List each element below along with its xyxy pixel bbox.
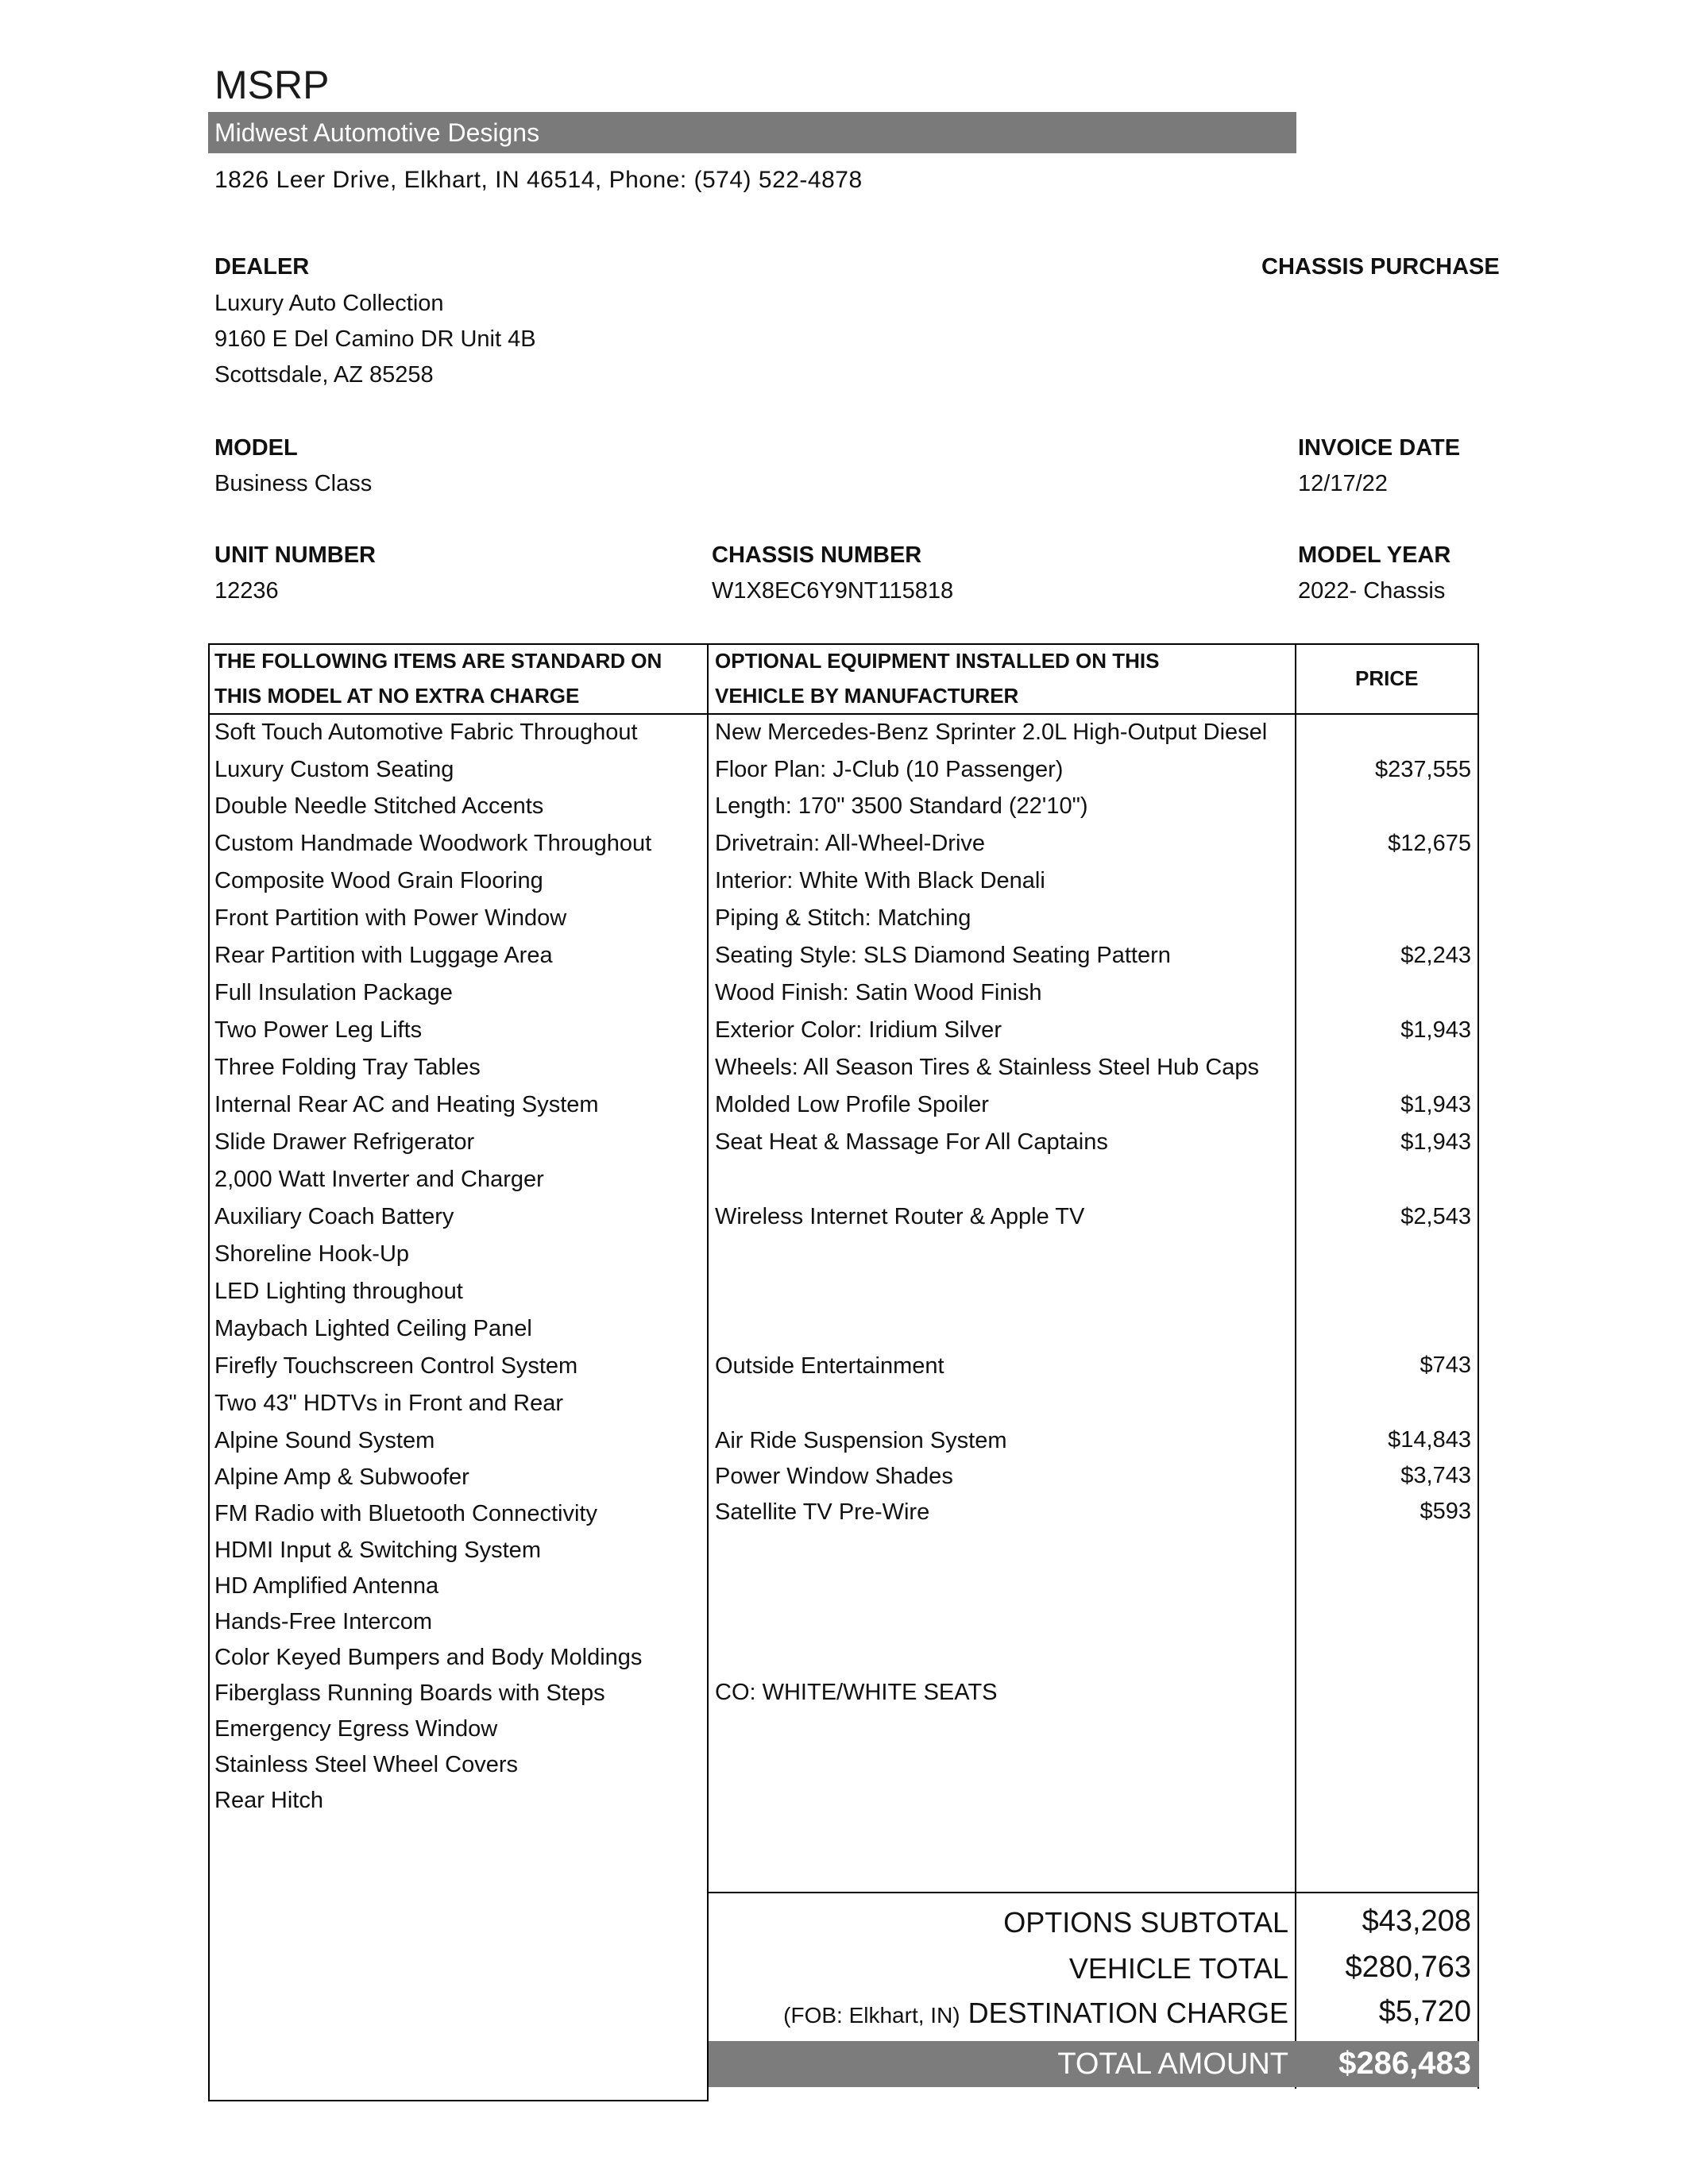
option-item: New Mercedes-Benz Sprinter 2.0L High-Output Diesel bbox=[715, 720, 1268, 745]
price-cell: $237,555 bbox=[1375, 757, 1471, 782]
options-header-line1: OPTIONAL EQUIPMENT INSTALLED ON THIS bbox=[715, 649, 1160, 673]
standard-item: Slide Drawer Refrigerator bbox=[214, 1129, 475, 1155]
total-amount-value: $286,483 bbox=[1338, 2046, 1471, 2081]
option-item: Satellite TV Pre-Wire bbox=[715, 1499, 930, 1525]
standard-item: Alpine Sound System bbox=[214, 1428, 435, 1453]
standard-item: Two 43" HDTVs in Front and Rear bbox=[214, 1391, 564, 1416]
col-divider-1 bbox=[707, 643, 709, 2101]
price-cell: $593 bbox=[1420, 1499, 1471, 1524]
total-amount-bar bbox=[709, 2041, 1479, 2087]
standard-item: Luxury Custom Seating bbox=[214, 757, 454, 782]
standard-item: LED Lighting throughout bbox=[214, 1279, 463, 1304]
totals-top-border bbox=[707, 1892, 1479, 1893]
right-border bbox=[1477, 643, 1479, 2089]
price-cell: $14,843 bbox=[1388, 1427, 1471, 1453]
standard-item: Alpine Amp & Subwoofer bbox=[214, 1464, 469, 1490]
standard-header-line2: THIS MODEL AT NO EXTRA CHARGE bbox=[214, 684, 580, 708]
standard-item: Color Keyed Bumpers and Body Moldings bbox=[214, 1645, 643, 1670]
option-item: Interior: White With Black Denali bbox=[715, 868, 1045, 893]
standard-item: Two Power Leg Lifts bbox=[214, 1017, 423, 1043]
vehicle-total-value: $280,763 bbox=[1345, 1951, 1471, 1984]
option-item: Power Window Shades bbox=[715, 1464, 953, 1489]
standard-item: 2,000 Watt Inverter and Charger bbox=[214, 1167, 544, 1192]
options-subtotal-value: $43,208 bbox=[1362, 1904, 1471, 1938]
option-item: Outside Entertainment bbox=[715, 1353, 944, 1379]
price-cell: $2,243 bbox=[1400, 943, 1471, 968]
option-item: Piping & Stitch: Matching bbox=[715, 905, 971, 931]
standard-item: Composite Wood Grain Flooring bbox=[214, 868, 543, 893]
option-item: Exterior Color: Iridium Silver bbox=[715, 1017, 1002, 1043]
standard-item: Shoreline Hook-Up bbox=[214, 1241, 410, 1267]
destination-charge-text: DESTINATION CHARGE bbox=[968, 1997, 1288, 2029]
chassis-number-label: CHASSIS NUMBER bbox=[712, 542, 922, 568]
standard-item: Double Needle Stitched Accents bbox=[214, 793, 544, 819]
options-subtotal-label: OPTIONS SUBTOTAL bbox=[1003, 1906, 1288, 1939]
standard-item: Internal Rear AC and Heating System bbox=[214, 1092, 599, 1117]
standard-item: Soft Touch Automotive Fabric Throughout bbox=[214, 720, 638, 745]
option-item: Length: 170" 3500 Standard (22'10") bbox=[715, 793, 1088, 819]
option-item: Air Ride Suspension System bbox=[715, 1428, 1007, 1453]
standard-item: Rear Hitch bbox=[214, 1788, 323, 1813]
destination-charge-value: $5,720 bbox=[1378, 1995, 1471, 2028]
unit-number-value: 12236 bbox=[214, 578, 279, 604]
option-item: Drivetrain: All-Wheel-Drive bbox=[715, 831, 986, 856]
invoice-date-value: 12/17/22 bbox=[1298, 471, 1388, 496]
equipment-table bbox=[208, 643, 1479, 2101]
dealer-street: 9160 E Del Camino DR Unit 4B bbox=[214, 326, 536, 352]
standard-header-line1: THE FOLLOWING ITEMS ARE STANDARD ON bbox=[214, 649, 662, 673]
option-item: Floor Plan: J-Club (10 Passenger) bbox=[715, 757, 1064, 782]
standard-item: Full Insulation Package bbox=[214, 980, 453, 1005]
table-bottom-border bbox=[208, 2100, 709, 2101]
vehicle-total-label: VEHICLE TOTAL bbox=[1068, 1952, 1288, 1985]
company-name: Midwest Automotive Designs bbox=[214, 118, 540, 147]
chassis-number-value: W1X8EC6Y9NT115818 bbox=[712, 578, 954, 604]
option-item: Wood Finish: Satin Wood Finish bbox=[715, 980, 1042, 1005]
chassis-purchase-label: CHASSIS PURCHASE bbox=[1261, 254, 1500, 280]
model-label: MODEL bbox=[214, 435, 298, 461]
left-border bbox=[208, 643, 210, 2101]
price-cell: $743 bbox=[1420, 1352, 1471, 1378]
standard-item: HD Amplified Antenna bbox=[214, 1573, 439, 1599]
model-year-label: MODEL YEAR bbox=[1298, 542, 1451, 568]
standard-item: Hands-Free Intercom bbox=[214, 1609, 432, 1634]
standard-item: Maybach Lighted Ceiling Panel bbox=[214, 1316, 532, 1341]
option-item: Molded Low Profile Spoiler bbox=[715, 1092, 989, 1117]
standard-item: Auxiliary Coach Battery bbox=[214, 1204, 454, 1229]
total-amount-label: TOTAL AMOUNT bbox=[1057, 2047, 1288, 2081]
fob-note: (FOB: Elkhart, IN) bbox=[783, 2003, 960, 2028]
standard-item: FM Radio with Bluetooth Connectivity bbox=[214, 1501, 597, 1526]
standard-item: Stainless Steel Wheel Covers bbox=[214, 1752, 518, 1777]
standard-item: Fiberglass Running Boards with Steps bbox=[214, 1680, 605, 1706]
standard-item: Three Folding Tray Tables bbox=[214, 1055, 481, 1080]
price-cell: $1,943 bbox=[1400, 1092, 1471, 1117]
standard-item: HDMI Input & Switching System bbox=[214, 1538, 541, 1563]
option-item: CO: WHITE/WHITE SEATS bbox=[715, 1680, 998, 1705]
option-item: Wireless Internet Router & Apple TV bbox=[715, 1204, 1085, 1229]
model-value: Business Class bbox=[214, 471, 373, 496]
standard-item: Firefly Touchscreen Control System bbox=[214, 1353, 578, 1379]
price-cell: $12,675 bbox=[1388, 831, 1471, 856]
standard-item: Custom Handmade Woodwork Throughout bbox=[214, 831, 652, 856]
standard-item: Front Partition with Power Window bbox=[214, 905, 567, 931]
price-cell: $1,943 bbox=[1400, 1017, 1471, 1043]
standard-item: Rear Partition with Luggage Area bbox=[214, 943, 553, 968]
company-address: 1826 Leer Drive, Elkhart, IN 46514, Phone: (574) 522-4878 bbox=[214, 167, 863, 193]
dealer-name: Luxury Auto Collection bbox=[214, 291, 444, 316]
price-cell: $3,743 bbox=[1400, 1463, 1471, 1488]
dealer-label: DEALER bbox=[214, 254, 310, 280]
unit-number-label: UNIT NUMBER bbox=[214, 542, 376, 568]
model-year-value: 2022- Chassis bbox=[1298, 578, 1446, 604]
options-header-line2: VEHICLE BY MANUFACTURER bbox=[715, 684, 1019, 708]
company-banner bbox=[208, 112, 1296, 153]
price-cell: $2,543 bbox=[1400, 1204, 1471, 1229]
price-cell: $1,943 bbox=[1400, 1129, 1471, 1155]
dealer-city: Scottsdale, AZ 85258 bbox=[214, 362, 434, 388]
price-header: PRICE bbox=[1355, 666, 1419, 690]
standard-item: Emergency Egress Window bbox=[214, 1716, 498, 1742]
option-item: Wheels: All Season Tires & Stainless Steel Hub Caps bbox=[715, 1055, 1260, 1080]
destination-charge-label bbox=[732, 1997, 1288, 2030]
document-title: MSRP bbox=[214, 63, 330, 107]
invoice-date-label: INVOICE DATE bbox=[1298, 435, 1461, 461]
option-item: Seat Heat & Massage For All Captains bbox=[715, 1129, 1108, 1155]
option-item: Seating Style: SLS Diamond Seating Pattern bbox=[715, 943, 1171, 968]
